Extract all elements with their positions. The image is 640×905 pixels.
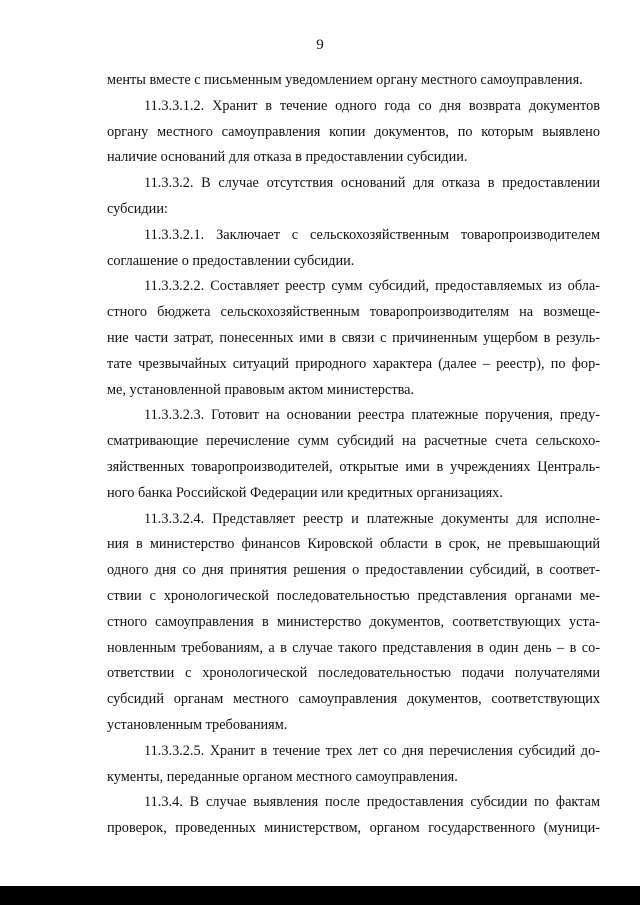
text-line: субсидии:: [107, 200, 168, 217]
text-line: ние части затрат, понесенных ими в связи с причиненным ущербом в резуль-: [107, 329, 600, 346]
text-line: органу местного самоуправления копии документов, по которым выявлено: [107, 123, 600, 140]
text-line: ствии с хронологической последовательностью представления органами ме-: [107, 587, 600, 604]
text-line: тате чрезвычайных ситуаций природного характера (далее – реестр), по фор-: [107, 355, 600, 372]
scan-border: [0, 886, 640, 905]
text-line: стного самоуправления в министерство документов, соответствующих уста-: [107, 613, 600, 630]
text-line: 11.3.3.2.2. Составляет реестр сумм субсидий, предоставляемых из обла-: [144, 278, 600, 295]
text-line: наличие оснований для отказа в предоставлении субсидии.: [107, 149, 468, 166]
text-line: 11.3.3.2.3. Готовит на основании реестра платежные поручения, преду-: [144, 407, 600, 424]
text-line: ния в министерство финансов Кировской области в срок, не превышающий: [107, 536, 600, 553]
text-line: 11.3.3.2.5. Хранит в течение трех лет со дня перечисления субсидий до-: [144, 742, 600, 759]
text-line: 11.3.3.1.2. Хранит в течение одного года со дня возврата документов: [144, 97, 600, 114]
page-number: 9: [316, 37, 324, 53]
text-line: ного банка Российской Федерации или кредитных организациях.: [107, 484, 503, 501]
text-line: одного дня со дня принятия решения о предоставлении субсидий, в соответ-: [107, 562, 600, 579]
text-line: проверок, проведенных министерством, органом государственного (муници-: [107, 820, 600, 837]
text-line: 11.3.3.2.1. Заключает с сельскохозяйственным товаропроизводителем: [144, 226, 600, 243]
text-line: зяйственных товаропроизводителей, открытые ими в учреждениях Централь-: [107, 458, 600, 475]
text-line: новленным требованиям, а в случае такого представления в один день – в со-: [107, 639, 600, 656]
text-line: ме, установленной правовым актом министерства.: [107, 381, 415, 398]
text-line: соглашение о предоставлении субсидии.: [107, 252, 355, 269]
text-line: менты вместе с письменным уведомлением органу местного самоуправления.: [107, 72, 583, 88]
text-line: стного бюджета сельскохозяйственным товаропроизводителям на возмеще-: [107, 304, 600, 321]
text-line: 11.3.3.2. В случае отсутствия оснований для отказа в предоставлении: [144, 175, 600, 192]
text-line: кументы, переданные органом местного самоуправления.: [107, 768, 458, 785]
text-line: установленным требованиям.: [107, 716, 288, 733]
document-body: [107, 68, 600, 842]
text-line: ответствии с хронологической последовательностью подачи получателями: [107, 665, 600, 682]
text-line: сматривающие перечисление сумм субсидий на расчетные счета сельскохо-: [107, 433, 600, 450]
text-line: 11.3.4. В случае выявления после предоставления субсидии по фактам: [144, 794, 600, 811]
text-line: субсидий органам местного самоуправления документов, соответствующих: [107, 691, 600, 708]
text-line: 11.3.3.2.4. Представляет реестр и платежные документы для исполне-: [144, 510, 600, 527]
